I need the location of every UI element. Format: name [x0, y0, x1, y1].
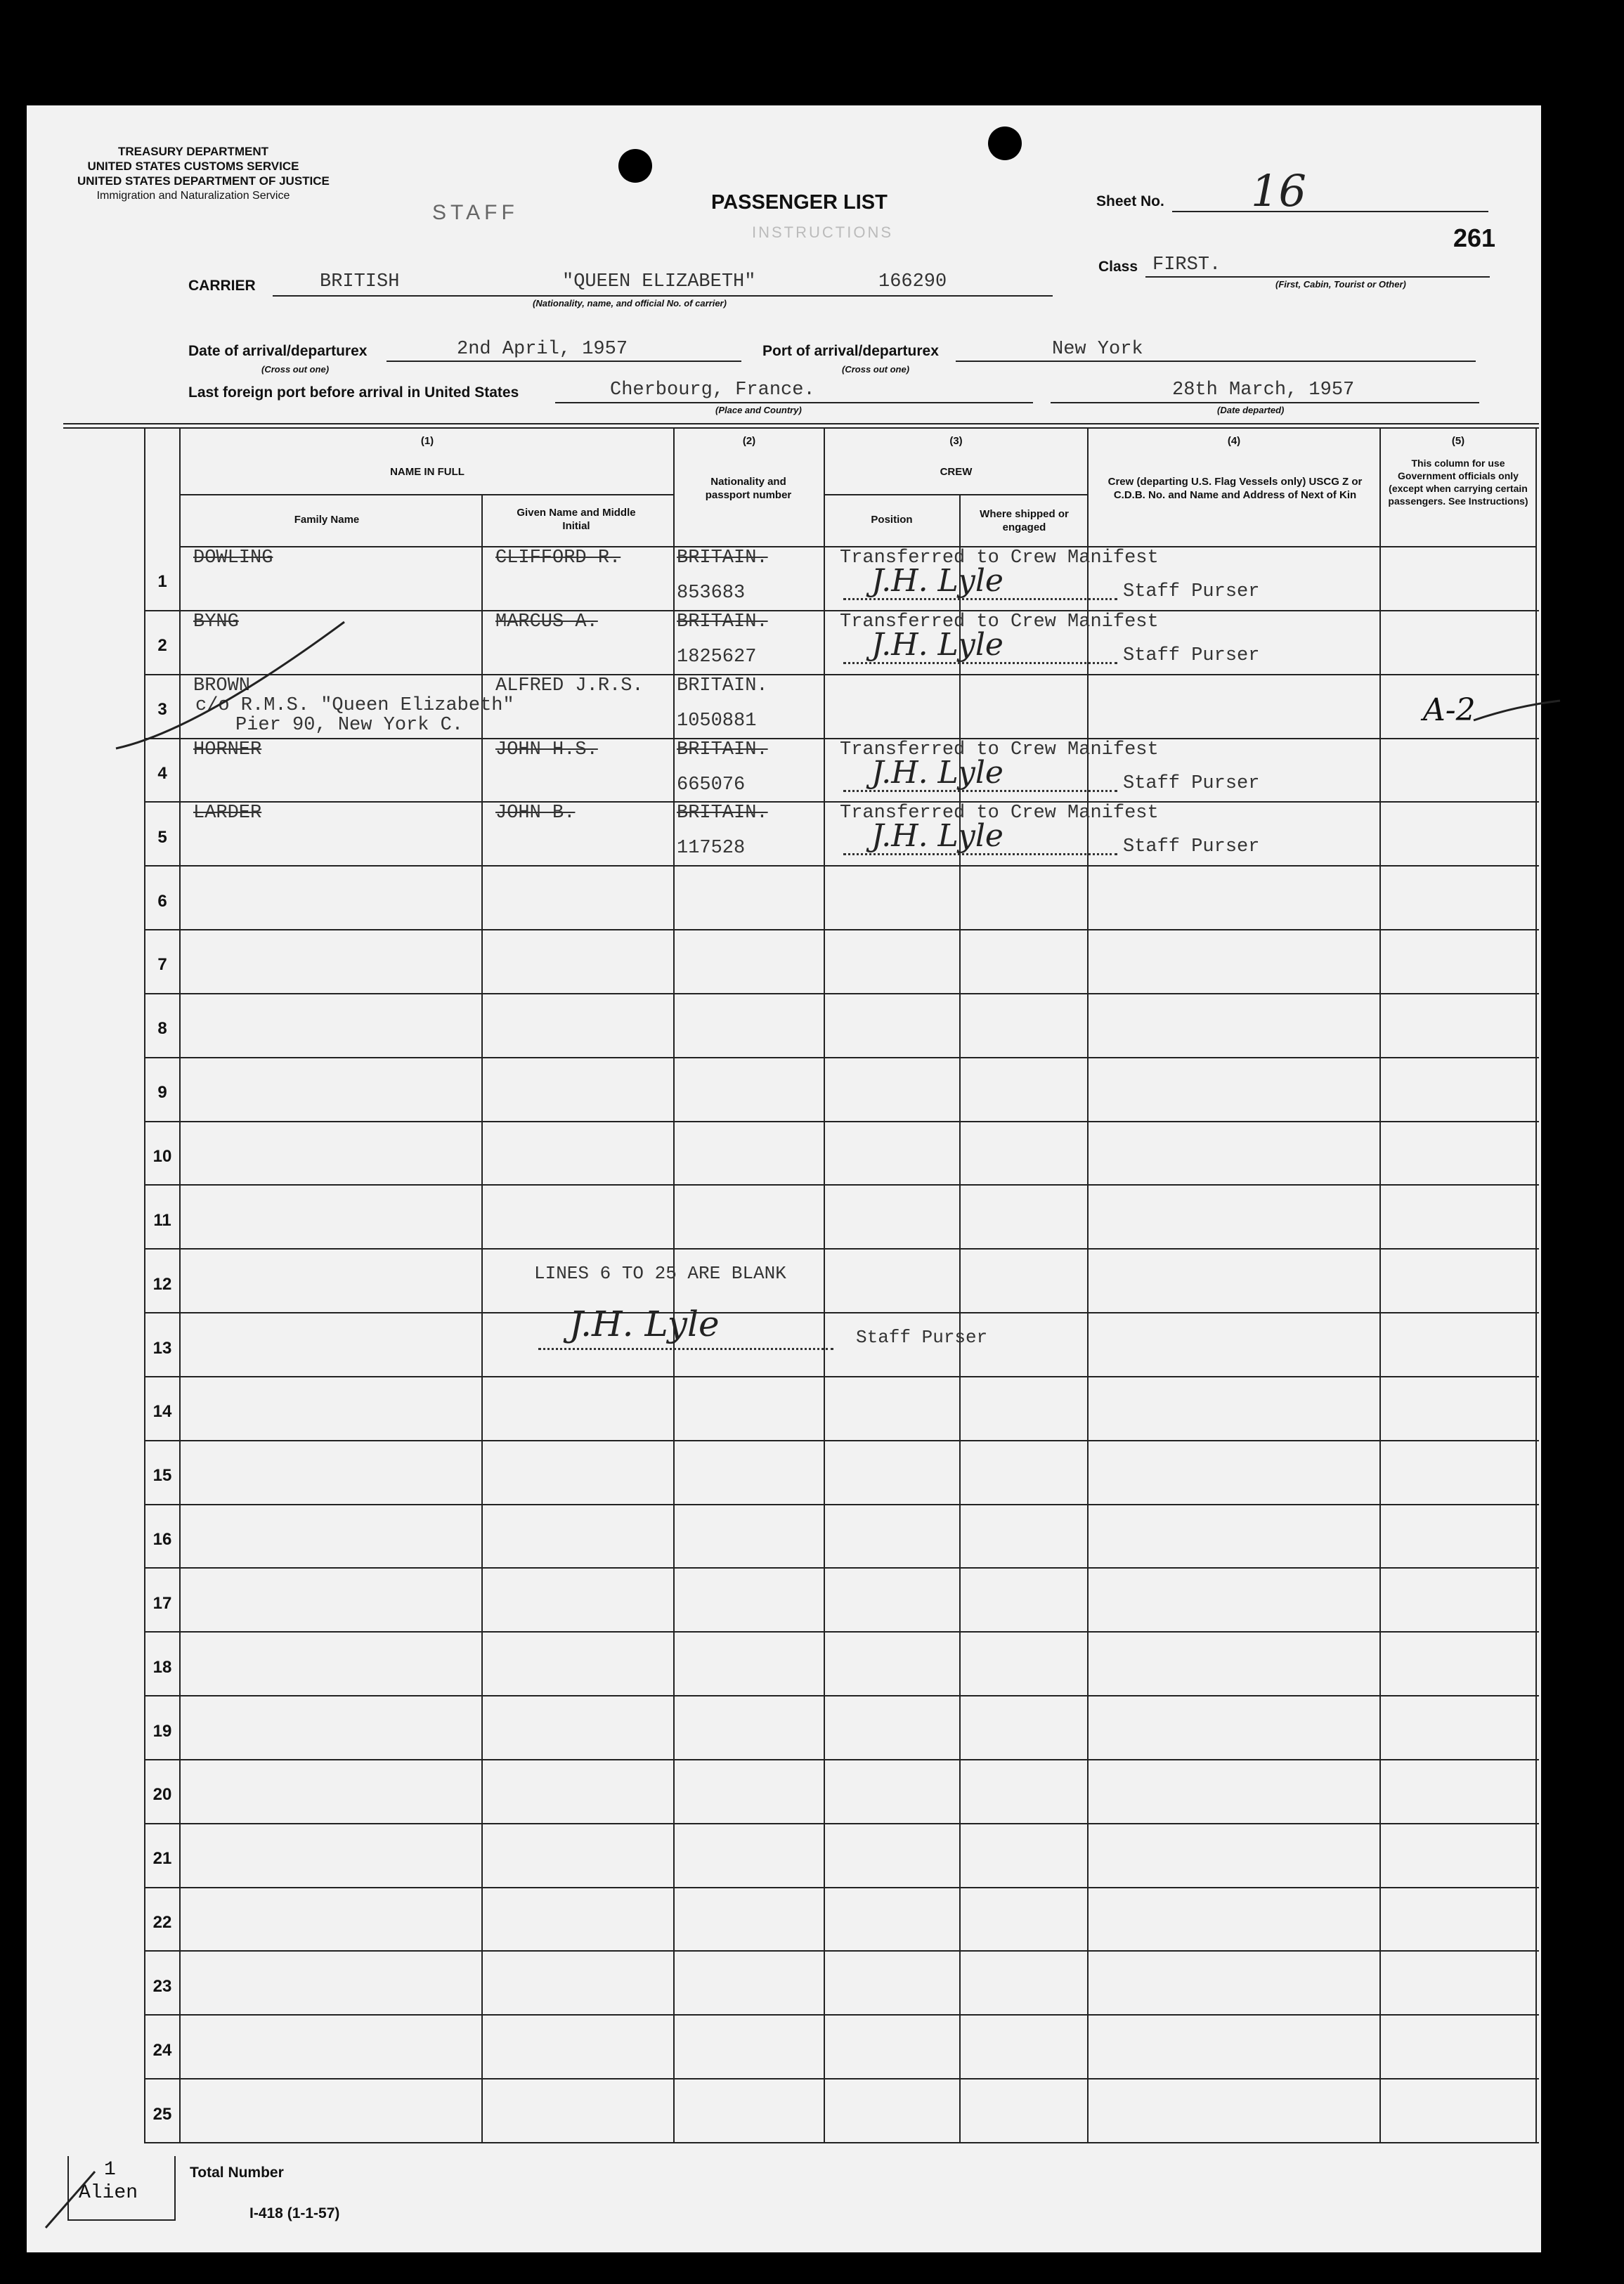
passport-number: 665076	[677, 774, 746, 796]
col1-title: NAME IN FULL	[390, 466, 465, 478]
table-bottom-rule	[144, 2142, 1539, 2143]
punch-hole-right	[988, 126, 1022, 160]
col5-title: This column for use Government officials only (except when carrying certain passengers. See Instructions)	[1388, 458, 1528, 507]
row-number: 17	[152, 1594, 172, 1613]
total-label: Total Number	[190, 2165, 284, 2181]
row-number: 16	[152, 1530, 172, 1549]
row-rule	[144, 1312, 1539, 1313]
row-rule	[144, 2014, 1539, 2016]
row-number: 4	[157, 764, 167, 783]
col1-number: (1)	[420, 435, 434, 447]
last-port-value: Cherbourg, France.	[610, 379, 815, 401]
row-rule	[144, 1184, 1539, 1186]
agency-line-1: TREASURY DEPARTMENT	[117, 145, 269, 158]
agency-line-4: Immigration and Naturalization Service	[96, 190, 290, 202]
date-label	[188, 343, 367, 360]
family-name: HORNER	[193, 739, 262, 760]
row-rule	[144, 993, 1539, 994]
row-rule	[144, 1950, 1539, 1952]
row-number: 18	[152, 1658, 172, 1677]
given-name: CLIFFORD R.	[495, 547, 621, 569]
carrier-label: CARRIER	[188, 278, 256, 294]
col3-title: CREW	[940, 466, 973, 478]
row-number: 25	[152, 2105, 172, 2124]
total-check-stroke	[42, 2168, 98, 2231]
nationality: BRITAIN.	[677, 739, 768, 760]
row-number: 21	[152, 1849, 172, 1868]
col4-title: Crew (departing U.S. Flag Vessels only) USCG Z or C.D.B. No. and Name and Address of Next of Kin	[1107, 476, 1363, 501]
punch-hole-left	[618, 149, 652, 183]
purser-role: Staff Purser	[1123, 836, 1260, 857]
table-top-rule-2	[63, 427, 1539, 429]
col2-number: (2)	[742, 435, 756, 447]
agency-block	[77, 144, 330, 203]
where-shipped-header: Where shipped or engaged	[980, 508, 1069, 533]
last-port-label: Last foreign port before arrival in United States	[188, 384, 519, 401]
class-value: FIRST.	[1152, 254, 1221, 275]
row-rule	[144, 1440, 1539, 1441]
col5-number: (5)	[1451, 435, 1465, 447]
header-subrule-crew	[824, 494, 1087, 495]
col-given-divider	[481, 494, 483, 2143]
nationality: BRITAIN.	[677, 803, 768, 824]
row-rule	[144, 2078, 1539, 2079]
carrier-name: "QUEEN ELIZABETH"	[562, 271, 756, 292]
passport-number: 117528	[677, 838, 746, 859]
blank-note-signature-line	[538, 1348, 833, 1350]
port-underline	[956, 361, 1476, 362]
purser-role: Staff Purser	[1123, 645, 1260, 666]
row-number: 20	[152, 1785, 172, 1804]
col2-title: Nationality and passport number	[705, 476, 792, 501]
passport-number: 1050881	[677, 710, 757, 732]
port-value: New York	[1052, 339, 1143, 360]
row-number: 2	[157, 636, 167, 655]
annotation-a2: A-2	[1423, 692, 1476, 728]
blank-lines-note: LINES 6 TO 25 ARE BLANK	[534, 1263, 786, 1284]
row-number: 13	[152, 1339, 172, 1358]
faint-instructions: INSTRUCTIONS	[752, 223, 893, 241]
row-number: 12	[152, 1275, 172, 1294]
given-name: ALFRED J.R.S.	[495, 675, 644, 696]
date-underline	[386, 361, 741, 362]
class-label: Class	[1098, 259, 1138, 275]
total-count: 1	[104, 2159, 116, 2181]
purser-role: Staff Purser	[1123, 581, 1260, 602]
date-cross-caption: (Cross out one)	[261, 364, 330, 375]
date-label-text: Date of arrival/departure	[188, 343, 359, 359]
class-underline	[1145, 276, 1490, 278]
place-caption: (Place and Country)	[715, 405, 802, 415]
col4-divider	[1087, 427, 1089, 2143]
purser-signature: J.H. Lyle	[871, 755, 1003, 791]
row-number: 1	[157, 572, 167, 591]
agency-line-3: UNITED STATES DEPARTMENT OF JUSTICE	[77, 174, 330, 188]
passport-number: 1825627	[677, 647, 757, 668]
purser-signature: J.H. Lyle	[871, 818, 1003, 854]
row-number: 8	[157, 1019, 167, 1038]
crew-transfer-note: Transferred to Crew Manifest	[840, 547, 1159, 569]
total-kind: Alien	[79, 2182, 138, 2204]
row-rule	[144, 1887, 1539, 1888]
family-name: LARDER	[193, 803, 262, 824]
row-number: 11	[153, 1211, 171, 1230]
table-right-edge	[1535, 427, 1537, 2143]
family-name-header: Family Name	[294, 514, 360, 526]
passport-number: 853683	[677, 583, 746, 604]
row-rule	[144, 1504, 1539, 1505]
row-number: 10	[152, 1147, 172, 1166]
nationality: BRITAIN.	[677, 611, 768, 632]
row-rule	[144, 674, 1539, 675]
sheet-number: 16	[1251, 165, 1306, 216]
staff-stamp: STAFF	[432, 201, 519, 224]
last-port-underline	[555, 402, 1033, 403]
sheet-label: Sheet No.	[1096, 193, 1164, 209]
row-rule	[144, 1121, 1539, 1122]
row-number: 9	[157, 1083, 167, 1102]
table-top-rule-1	[63, 423, 1539, 424]
purser-signature: J.H. Lyle	[871, 563, 1003, 599]
annotation-a2-stroke	[1472, 699, 1564, 727]
row-number: 22	[152, 1913, 172, 1932]
purser-signature: J.H. Lyle	[871, 627, 1003, 663]
date-departed-value: 28th March, 1957	[1172, 379, 1355, 401]
row-rule	[144, 1567, 1539, 1569]
crew-transfer-note: Transferred to Crew Manifest	[840, 739, 1159, 760]
crew-transfer-note: Transferred to Crew Manifest	[840, 611, 1159, 632]
date-label-x: x	[358, 343, 368, 359]
row-number: 24	[152, 2041, 172, 2060]
given-name: JOHN H.S.	[495, 739, 598, 760]
date-departed-underline	[1051, 402, 1479, 403]
row-rule	[144, 1759, 1539, 1760]
row-rule	[144, 1376, 1539, 1377]
family-name: BYNG	[193, 611, 239, 632]
col3-divider	[824, 427, 825, 2143]
row-rule	[144, 865, 1539, 867]
family-name: DOWLING	[193, 547, 273, 569]
row-number: 6	[157, 892, 167, 911]
row-rule	[144, 1695, 1539, 1696]
header-subrule-names	[179, 494, 673, 495]
row-rule	[144, 1248, 1539, 1250]
class-caption: (First, Cabin, Tourist or Other)	[1275, 279, 1406, 290]
carrier-number: 166290	[878, 271, 947, 292]
date-departed-caption: (Date departed)	[1217, 405, 1285, 415]
given-name: JOHN B.	[495, 803, 576, 824]
page-number: 261	[1453, 223, 1496, 252]
col3-number: (3)	[949, 435, 963, 447]
port-label	[762, 343, 939, 360]
row-number: 7	[157, 955, 167, 974]
row-rule	[144, 1823, 1539, 1824]
row-number: 5	[157, 828, 167, 847]
nationality: BRITAIN.	[677, 675, 768, 696]
given-name-header: Given Name and Middle Initial	[517, 507, 636, 532]
carrier-underline	[273, 295, 1053, 297]
form-number: I-418 (1-1-57)	[249, 2205, 340, 2221]
row-number: 23	[152, 1977, 172, 1996]
family-name: BROWN	[193, 675, 251, 696]
port-label-text: Port of arrival/departure	[762, 343, 931, 359]
check-mark-row3	[112, 618, 351, 752]
position-header: Position	[871, 514, 913, 526]
agency-line-2: UNITED STATES CUSTOMS SERVICE	[87, 160, 299, 173]
row-number: 15	[152, 1466, 172, 1485]
carrier-nationality: BRITISH	[320, 271, 400, 292]
nationality: BRITAIN.	[677, 547, 768, 569]
given-name: MARCUS A.	[495, 611, 598, 632]
port-cross-caption: (Cross out one)	[842, 364, 910, 375]
row-number: 3	[157, 700, 167, 719]
blank-note-role: Staff Purser	[856, 1327, 988, 1348]
purser-role: Staff Purser	[1123, 773, 1260, 794]
row-rule	[144, 1631, 1539, 1633]
crew-transfer-note: Transferred to Crew Manifest	[840, 803, 1159, 824]
blank-note-signature: J.H. Lyle	[569, 1304, 720, 1344]
date-value: 2nd April, 1957	[457, 339, 628, 360]
col4-number: (4)	[1227, 435, 1241, 447]
row-rule	[144, 929, 1539, 930]
col2-divider	[673, 427, 675, 2143]
carrier-caption: (Nationality, name, and official No. of carrier)	[533, 298, 727, 309]
address-line-1: c/o R.M.S. "Queen Elizabeth"	[195, 695, 514, 716]
sheet-underline	[1172, 211, 1488, 212]
row-number: 19	[152, 1722, 172, 1741]
port-label-x: x	[930, 343, 939, 359]
address-line-2: Pier 90, New York C.	[235, 715, 464, 736]
col5-divider	[1379, 427, 1381, 2143]
row-rule	[144, 1057, 1539, 1058]
form-title: PASSENGER LIST	[711, 191, 888, 214]
row-number: 14	[152, 1402, 172, 1421]
